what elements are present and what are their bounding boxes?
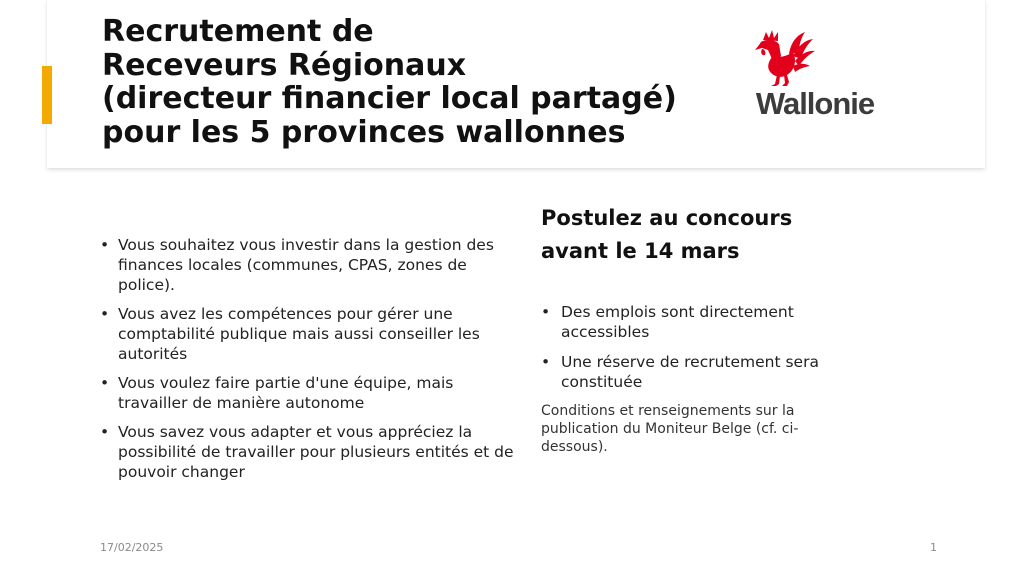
wallonie-logo (735, 26, 895, 126)
list-item-text: Vous avez les compétences pour gérer une comptabilité publique mais aussi conseiller les autorités (118, 305, 480, 363)
bullet-icon: • (541, 353, 551, 371)
logo-wordmark: Wallonie (755, 86, 875, 121)
conditions-note: Conditions et renseignements sur la publication du Moniteur Belge (cf. ci-dessous). (541, 403, 799, 455)
list-item (100, 235, 515, 295)
list-item (541, 302, 841, 342)
bullet-icon: • (100, 305, 110, 323)
title-line: Recrutement de (102, 14, 374, 49)
footer-date: 17/02/2025 (100, 541, 164, 554)
list-item (100, 422, 515, 482)
list-item (100, 373, 515, 413)
list-item (541, 352, 841, 392)
list-item-text: Vous souhaitez vous investir dans la gestion des finances locales (communes, CPAS, zones de police). (118, 236, 494, 294)
list-item-text: Des emplois sont directement accessibles (561, 303, 794, 341)
list-item-text: Une réserve de recrutement sera constituée (561, 353, 819, 391)
title-line: Receveurs Régionaux (102, 47, 467, 83)
motivation-bullet-list (100, 235, 515, 491)
bullet-icon: • (100, 423, 110, 441)
bullet-icon: • (100, 374, 110, 392)
bullet-icon: • (100, 236, 110, 254)
accent-bar (42, 66, 52, 124)
apply-heading-line: avant le 14 mars (541, 239, 740, 263)
page-number: 1 (930, 541, 937, 554)
list-item (100, 304, 515, 364)
slide-title (102, 15, 702, 149)
rooster-icon (735, 26, 895, 88)
list-item-text: Vous voulez faire partie d'une équipe, mais travailler de manière autonome (118, 374, 454, 412)
recruitment-bullet-list (541, 302, 841, 402)
title-line: (directeur financier local partagé) (102, 81, 677, 117)
title-line: pour les 5 provinces wallonnes (102, 114, 626, 150)
bullet-icon: • (541, 303, 551, 321)
list-item-text: Vous savez vous adapter et vous appréciez la possibilité de travailler pour plusieurs entités et de pouvoir changer (118, 423, 514, 481)
apply-heading-line: Postulez au concours (541, 206, 793, 230)
apply-heading (541, 202, 861, 268)
